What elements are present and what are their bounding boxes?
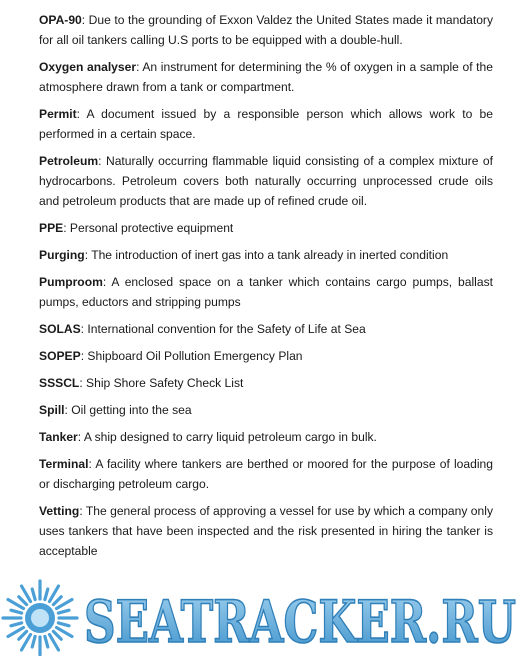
sun-ray bbox=[32, 636, 35, 647]
glossary-term: OPA-90 bbox=[39, 13, 82, 27]
glossary-term: Tanker bbox=[39, 430, 78, 444]
glossary-entry-sopep bbox=[39, 346, 493, 366]
glossary-definition: : Oil getting into the sea bbox=[64, 403, 192, 417]
sun-ray bbox=[45, 589, 48, 600]
glossary-term: PPE bbox=[39, 221, 64, 235]
glossary-entry-ssscl bbox=[39, 373, 493, 393]
sun-ray bbox=[53, 597, 61, 605]
sun-ray bbox=[58, 610, 69, 613]
glossary-term: Oxygen analyser bbox=[39, 60, 137, 74]
sun-ray bbox=[19, 597, 27, 605]
glossary-definition: : A facility where tankers are berthed or moored for the purpose of loading or discharging petroleum cargo. bbox=[39, 457, 493, 491]
glossary-entry-tanker bbox=[39, 427, 493, 447]
glossary-entry-pumproom bbox=[39, 272, 493, 312]
glossary-entry-vetting bbox=[39, 501, 493, 561]
sun-ray bbox=[11, 610, 22, 613]
glossary-term: SOLAS bbox=[39, 322, 81, 336]
glossary-entry-purging bbox=[39, 245, 493, 265]
glossary-term: SOPEP bbox=[39, 349, 81, 363]
glossary-definition: : Shipboard Oil Pollution Emergency Plan bbox=[80, 349, 303, 363]
glossary-term: Permit bbox=[39, 107, 77, 121]
sun-ray bbox=[11, 623, 22, 626]
glossary-definition: : A ship designed to carry liquid petroleum cargo in bulk. bbox=[77, 430, 377, 444]
watermark-text: SEATRACKER.RU bbox=[84, 588, 516, 656]
glossary-entry-oxygen-analyser bbox=[39, 57, 493, 97]
glossary-entry-petroleum bbox=[39, 151, 493, 211]
sun-ray bbox=[53, 631, 61, 639]
glossary-list bbox=[39, 10, 493, 568]
watermark bbox=[0, 578, 526, 656]
glossary-definition: : The introduction of inert gas into a tank already in inerted condition bbox=[84, 248, 449, 262]
glossary-definition: : A document issued by a responsible person which allows work to be performed in a certain space. bbox=[39, 107, 493, 141]
sun-ray bbox=[32, 589, 35, 600]
glossary-definition: : Naturally occurring flammable liquid consisting of a complex mixture of hydrocarbons. Petroleum covers both naturally occurring unprocessed crude oils and petroleum products that are made up of refined crude oil. bbox=[39, 154, 493, 208]
glossary-entry-solas bbox=[39, 319, 493, 339]
sun-ray bbox=[45, 636, 48, 647]
glossary-definition: : International convention for the Safety of Life at Sea bbox=[80, 322, 366, 336]
sun-ray bbox=[19, 631, 27, 639]
sun-icon bbox=[3, 581, 77, 655]
glossary-definition: : The general process of approving a vessel for use by which a company only uses tankers that have been inspected and the risk presented in hiring the tanker is acceptable bbox=[39, 504, 493, 558]
glossary-term: Pumproom bbox=[39, 275, 103, 289]
glossary-definition: : A enclosed space on a tanker which contains cargo pumps, ballast pumps, eductors and stripping pumps bbox=[39, 275, 493, 309]
sun-ray bbox=[58, 623, 69, 626]
glossary-entry-permit bbox=[39, 104, 493, 144]
glossary-definition: : Due to the grounding of Exxon Valdez the United States made it mandatory for all oil tankers calling U.S ports to be equipped with a double-hull. bbox=[39, 13, 493, 47]
glossary-entry-opa-90 bbox=[39, 10, 493, 50]
glossary-definition: : Personal protective equipment bbox=[63, 221, 234, 235]
glossary-term: SSSCL bbox=[39, 376, 80, 390]
glossary-entry-ppe bbox=[39, 218, 493, 238]
glossary-term: Vetting bbox=[39, 504, 80, 518]
glossary-entry-terminal bbox=[39, 454, 493, 494]
glossary-term: Petroleum bbox=[39, 154, 99, 168]
glossary-term: Purging bbox=[39, 248, 85, 262]
watermark-graphic bbox=[0, 578, 526, 656]
glossary-definition: : An instrument for determining the % of oxygen in a sample of the atmosphere drawn from a tank or compartment. bbox=[39, 60, 493, 94]
glossary-term: Terminal bbox=[39, 457, 89, 471]
glossary-term: Spill bbox=[39, 403, 65, 417]
glossary-definition: : Ship Shore Safety Check List bbox=[79, 376, 244, 390]
glossary-entry-spill bbox=[39, 400, 493, 420]
